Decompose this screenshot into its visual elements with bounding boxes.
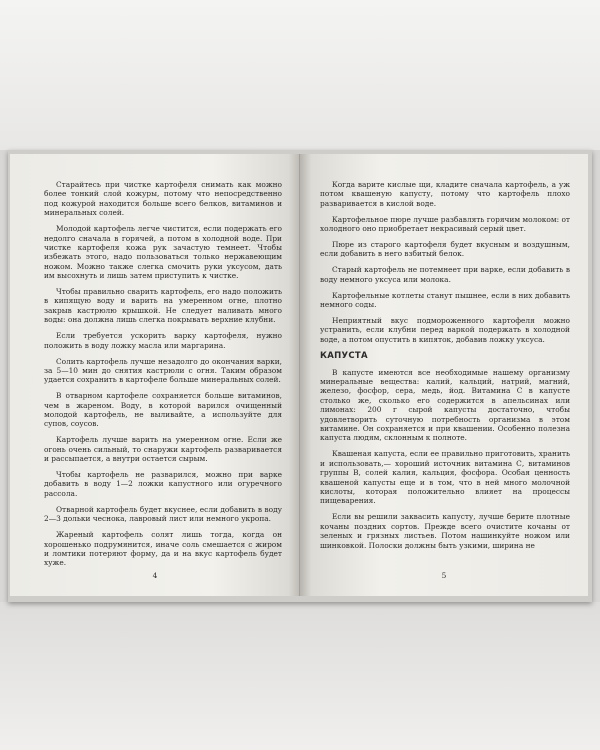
paragraph: Чтобы правильно сварить картофель, его надо положить в кипящую воду и варить на умеренном огне, плотно закрыв кастрюлю крышкой. Не следует наливать много воды: она должна лишь слегка покрывать верхние клубни. xyxy=(44,287,282,325)
right-page xyxy=(300,154,588,596)
paragraph: В отварном картофеле сохраняется больше витаминов, чем в жареном. Воду, в которой варился очищенный молодой картофель, не выливайте, а используйте для супов, соусов. xyxy=(44,391,282,429)
section-heading: КАПУСТА xyxy=(320,351,368,362)
paragraph: Если вы решили заквасить капусту, лучше берите плотные кочаны поздних сортов. Прежде всего очистите кочаны от зеленых и грязных листьев. Потом нашинкуйте ножом или шинковкой. Полоски должны быть узкими, ширина не xyxy=(320,512,570,550)
paragraph: Неприятный вкус подмороженного картофеля можно устранить, если клубни перед варкой подержать в холодной воде, а потом опустить в кипяток, добавив ложку уксуса. xyxy=(320,315,570,344)
paragraph: Картофельные котлеты станут пышнее, если в них добавить немного соды. xyxy=(320,290,570,310)
paragraph: Солить картофель лучше незадолго до окончания варки, за 5—10 мин до снятия кастрюли с огня. Таким образом удается сохранить в картофеле больше минеральных солей. xyxy=(44,356,282,385)
paragraph: В капусте имеются все необходимые нашему организму минеральные вещества: калий, кальций, натрий, магний, железо, фосфор, сера, медь, йод. Витамина С в капусте столько же, сколько его содержится в апельсинах или лимонах: 200 г сырой капусты достаточно, чтобы удовлетворить суточную потребность организма в этом витамине. Он сохраняется и при квашении. Особенно полезна капуста людям, склонным к полноте. xyxy=(320,367,570,443)
background-bottom xyxy=(0,602,600,750)
paragraph: Старайтесь при чистке картофеля снимать как можно более тонкий слой кожуры, потому что непосредственно под кожурой находится больше всего белков, витаминов и минеральных солей. xyxy=(44,180,282,218)
open-book xyxy=(8,150,592,602)
paragraph: Картофельное пюре лучше разбавлять горячим молоком: от холодного оно приобретает некрасивый серый цвет. xyxy=(320,214,570,234)
paragraph: Пюре из старого картофеля будет вкусным и воздушным, если добавить в него взбитый белок. xyxy=(320,240,570,259)
paragraph: Отварной картофель будет вкуснее, если добавить в воду 2—3 дольки чеснока, лавровый лист или немного укропа. xyxy=(44,504,282,524)
page-number: 5 xyxy=(441,570,447,580)
paragraph: Молодой картофель легче чистится, если подержать его недолго сначала в горячей, а потом в холодной воде. При чистке картофеля кожа рук зачастую темнеет. Чтобы избежать этого, надо пользоваться только нержавеющим ножом. Можно также слегка смочить руки уксусом, дать им высохнуть и лишь затем приступить к чистке. xyxy=(44,224,282,281)
background-top xyxy=(0,0,600,150)
paragraph: Картофель лучше варить на умеренном огне. Если же огонь очень сильный, то снаружи картофель разваривается и рассыпается, а внутри остается сырым. xyxy=(44,435,282,464)
paragraph: Когда варите кислые щи, кладите сначала картофель, а уж потом квашеную капусту, потому что картофель плохо разваривается в кислой воде. xyxy=(320,180,570,208)
paragraph: Если требуется ускорить варку картофеля, нужно положить в воду ложку масла или маргарина. xyxy=(44,331,282,350)
paragraph: Квашеная капуста, если ее правильно приготовить, хранить и использовать,— хороший источник витамина С, витаминов группы B, солей калия, кальция, фосфора. Особая ценность квашеной капусты еще и в том, что в ней много молочной кислоты, которая положительно влияет на процессы пищеварения. xyxy=(320,449,570,506)
paragraph: Жареный картофель солят лишь тогда, когда он хорошенько подрумянится, иначе соль смешается с жиром и ломтики потеряют форму, да и на вкус картофель будет хуже. xyxy=(44,530,282,568)
page-number: 4 xyxy=(152,570,158,580)
left-page xyxy=(10,154,300,596)
paragraph: Старый картофель не потемнеет при варке, если добавить в воду немного уксуса или молока. xyxy=(320,265,570,284)
paragraph: Чтобы картофель не разварился, можно при варке добавить в воду 1—2 ложки капустного или огуречного рассола. xyxy=(44,470,282,498)
